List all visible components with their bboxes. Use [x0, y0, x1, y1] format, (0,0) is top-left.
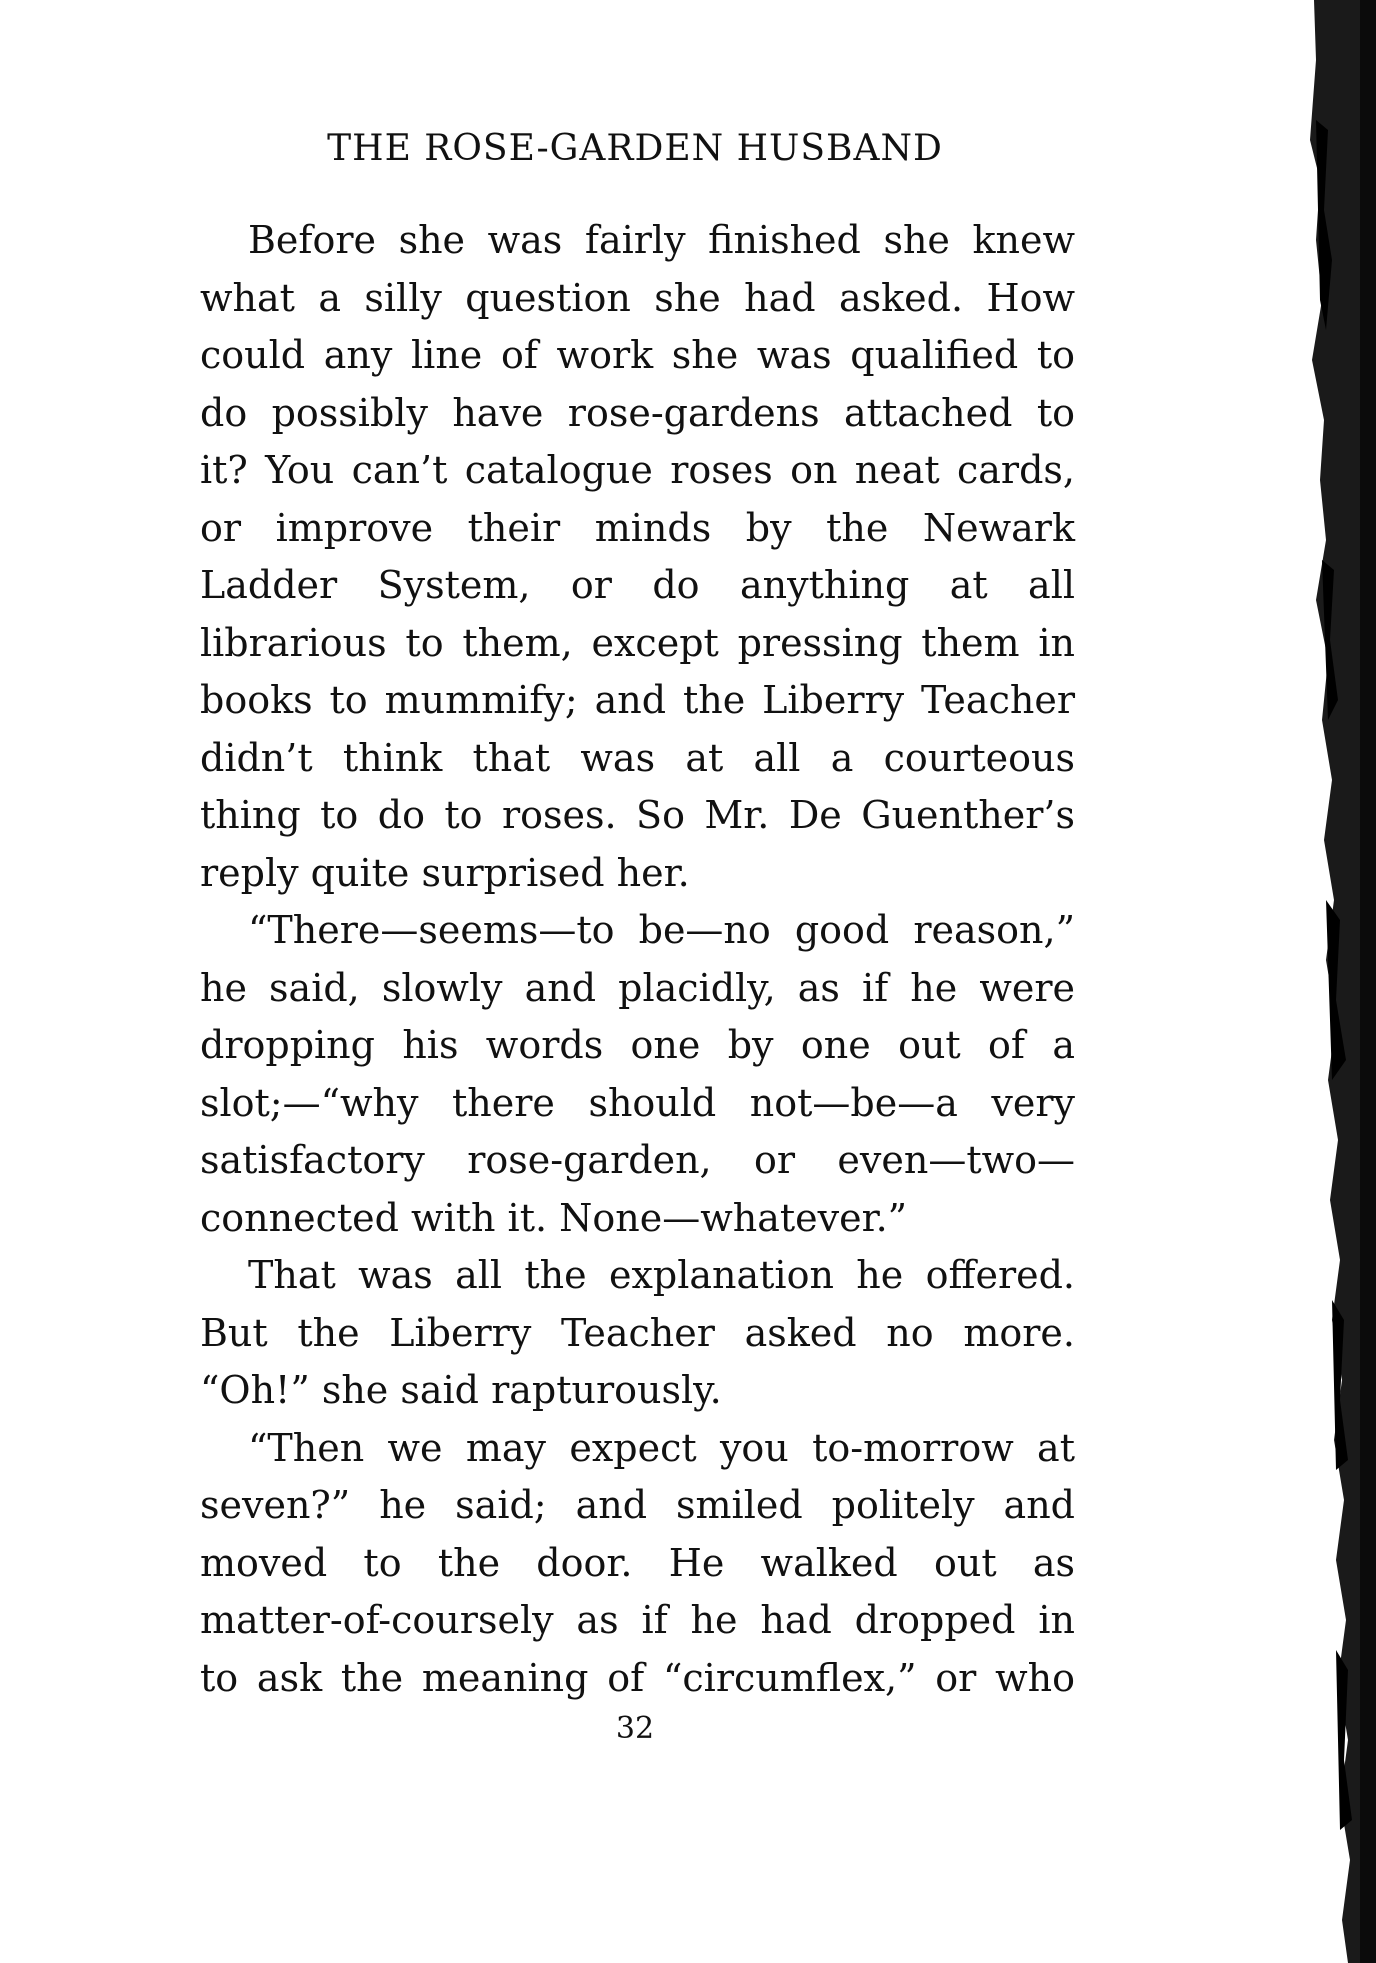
text-line: “There—seems—to be—no good reason,” [248, 908, 1075, 952]
text-line: could any line of work she was qualified to [200, 333, 1075, 377]
text-line: connected with it. None—whatever.” [200, 1195, 908, 1240]
text-line: books to mummify; and the Liberry Teacher [200, 678, 1075, 722]
text-line: he said, slowly and placidly, as if he were [200, 965, 1075, 1010]
text-line: That was all the explanation he offered. [248, 1253, 1075, 1297]
text-line: to ask the meaning of “circumflex,” or who [200, 1655, 1075, 1700]
text-line: librarious to them, except pressing them in [200, 620, 1075, 665]
binding-edge-shadow [1276, 0, 1376, 1963]
text-line: thing to do to roses. So Mr. De Guenther’s [200, 793, 1075, 837]
running-title: THE ROSE-GARDEN HUSBAND [327, 128, 943, 169]
text-line: moved to the door. He walked out as [200, 1540, 1075, 1585]
text-line: what a silly question she had asked. How [200, 275, 1075, 320]
text-line: or improve their minds by the Newark [200, 505, 1075, 550]
text-line: matter-of-coursely as if he had dropped in [200, 1598, 1075, 1642]
text-line: “Oh!” she said rapturously. [200, 1368, 722, 1412]
text-line: it? You can’t catalogue roses on neat cards, [200, 448, 1075, 492]
body-text [200, 212, 1075, 1707]
text-line: Before she was fairly finished she knew [248, 218, 1075, 262]
text-line: didn’t think that was at all a courteous [200, 735, 1075, 780]
text-line: seven?” he said; and smiled politely and [200, 1483, 1075, 1527]
text-line: do possibly have rose-gardens attached to [200, 390, 1075, 435]
text-line: slot;—“why there should not—be—a very [200, 1080, 1075, 1125]
page-number: 32 [615, 1711, 655, 1746]
text-line: satisfactory rose-garden, or even—two— [200, 1138, 1075, 1182]
text-line: Ladder System, or do anything at all [200, 563, 1075, 607]
text-line: But the Liberry Teacher asked no more. [200, 1310, 1075, 1355]
text-line: dropping his words one by one out of a [200, 1023, 1075, 1067]
text-line: “Then we may expect you to-morrow at [248, 1425, 1075, 1470]
text-line: reply quite surprised her. [200, 850, 690, 895]
